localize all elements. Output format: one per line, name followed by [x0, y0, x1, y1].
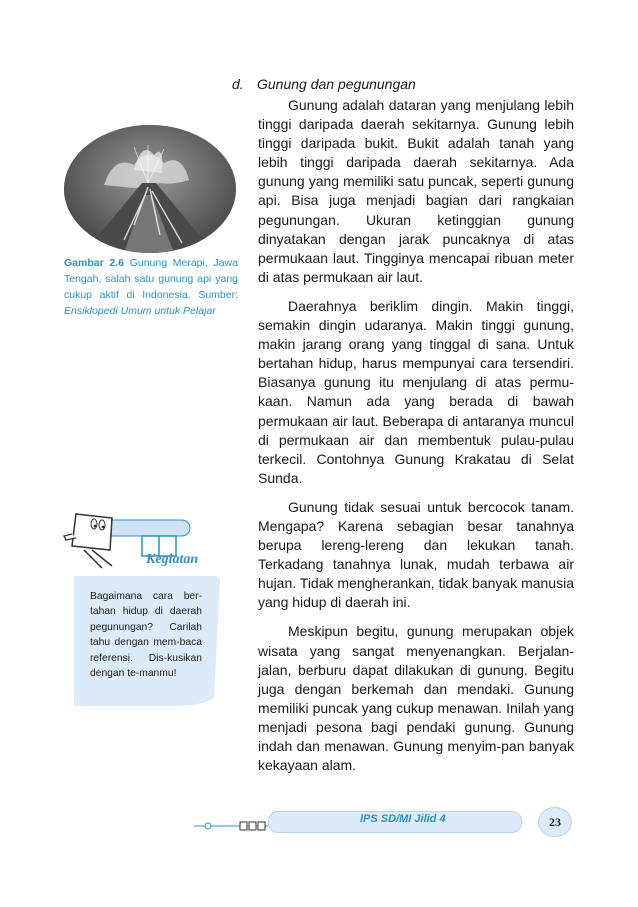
figure-caption-text: Gunung Merapi, Jawa Tengah, salah satu gunung api yang cukup aktif di Indonesia. — [64, 257, 238, 301]
kegiatan-label: Kegiatan — [146, 552, 199, 567]
section-heading — [232, 76, 416, 92]
paragraph: Meskipun begitu, gunung merupakan objek wisata yang sangat menyenangkan. Berjalan-jalan, berburu dapat dilakukan di gunung. Begitu juga dengan berkemah dan mendaki. Gunung memiliki puncak yang cukup menawan. Inilah yang menjadi pesona bagi pendaki gunung. Gunung indah dan menawan. Gunung menyim-pan banyak kekayaan alam. — [258, 623, 574, 774]
figure-label: Gambar 2.6 — [64, 257, 124, 269]
kegiatan-text: Bagaimana cara ber-tahan hidup di daerah pegunungan? Carilah tahu dengan mem-baca referensi. Dis-kusikan dengan te-manmu! — [90, 591, 202, 680]
section-title: Gunung dan pegunungan — [257, 76, 416, 92]
body-text — [258, 96, 574, 785]
figure-source-title: Ensiklopedi Umum untuk Pelajar — [64, 305, 216, 317]
paragraph: Daerahnya beriklim dingin. Makin tinggi, semakin dingin udaranya. Makin tinggi gunung, makin jarang orang yang tinggal di sana. Untuk bertahan hidup, harus mempunyai cara tersendiri. Biasanya gunung itu menjulang di atas permu-kaan. Namun ada yang berada di bawah permukaan air laut. Beberapa di antaranya muncul di permukaan air dan membentuk pulau-pulau terkecil. Contohnya Gunung Krakatau di Selat Sunda. — [258, 297, 574, 486]
volcano-photo — [64, 125, 236, 253]
figure-caption — [64, 255, 238, 319]
page-number: 23 — [538, 807, 572, 837]
section-letter: d. — [232, 76, 244, 92]
paragraph: Gunung tidak sesuai untuk bercocok tanam. Mengapa? Karena sebagian besar tanahnya berupa lereng-lereng dan lekukan tanah. Terkadang tanahnya lunak, mudah terbawa air hujan. Tidak mengherankan, tidak banyak manusia yang hidup di daerah ini. — [258, 498, 574, 611]
footer-book-title: IPS SD/MI Jilid 4 — [360, 813, 446, 825]
paragraph: Gunung adalah dataran yang menjulang lebih tinggi daripada daerah sekitarnya. Gunung lebih tinggi daripada bukit. Bukit adalah tanah yang lebih tinggi daripada daerah sekitarnya. Ada gunung yang memiliki satu puncak, seperti gunung api. Bisa juga menjadi bagian dari rangkaian pegunungan. Ukuran ketinggian gunung dinyatakan dengan jarak puncaknya di atas permukaan laut. Tingginya mencapai ribuan meter di atas permukaan air laut. — [258, 97, 574, 285]
figure-source-prefix: Sumber: — [198, 289, 239, 301]
